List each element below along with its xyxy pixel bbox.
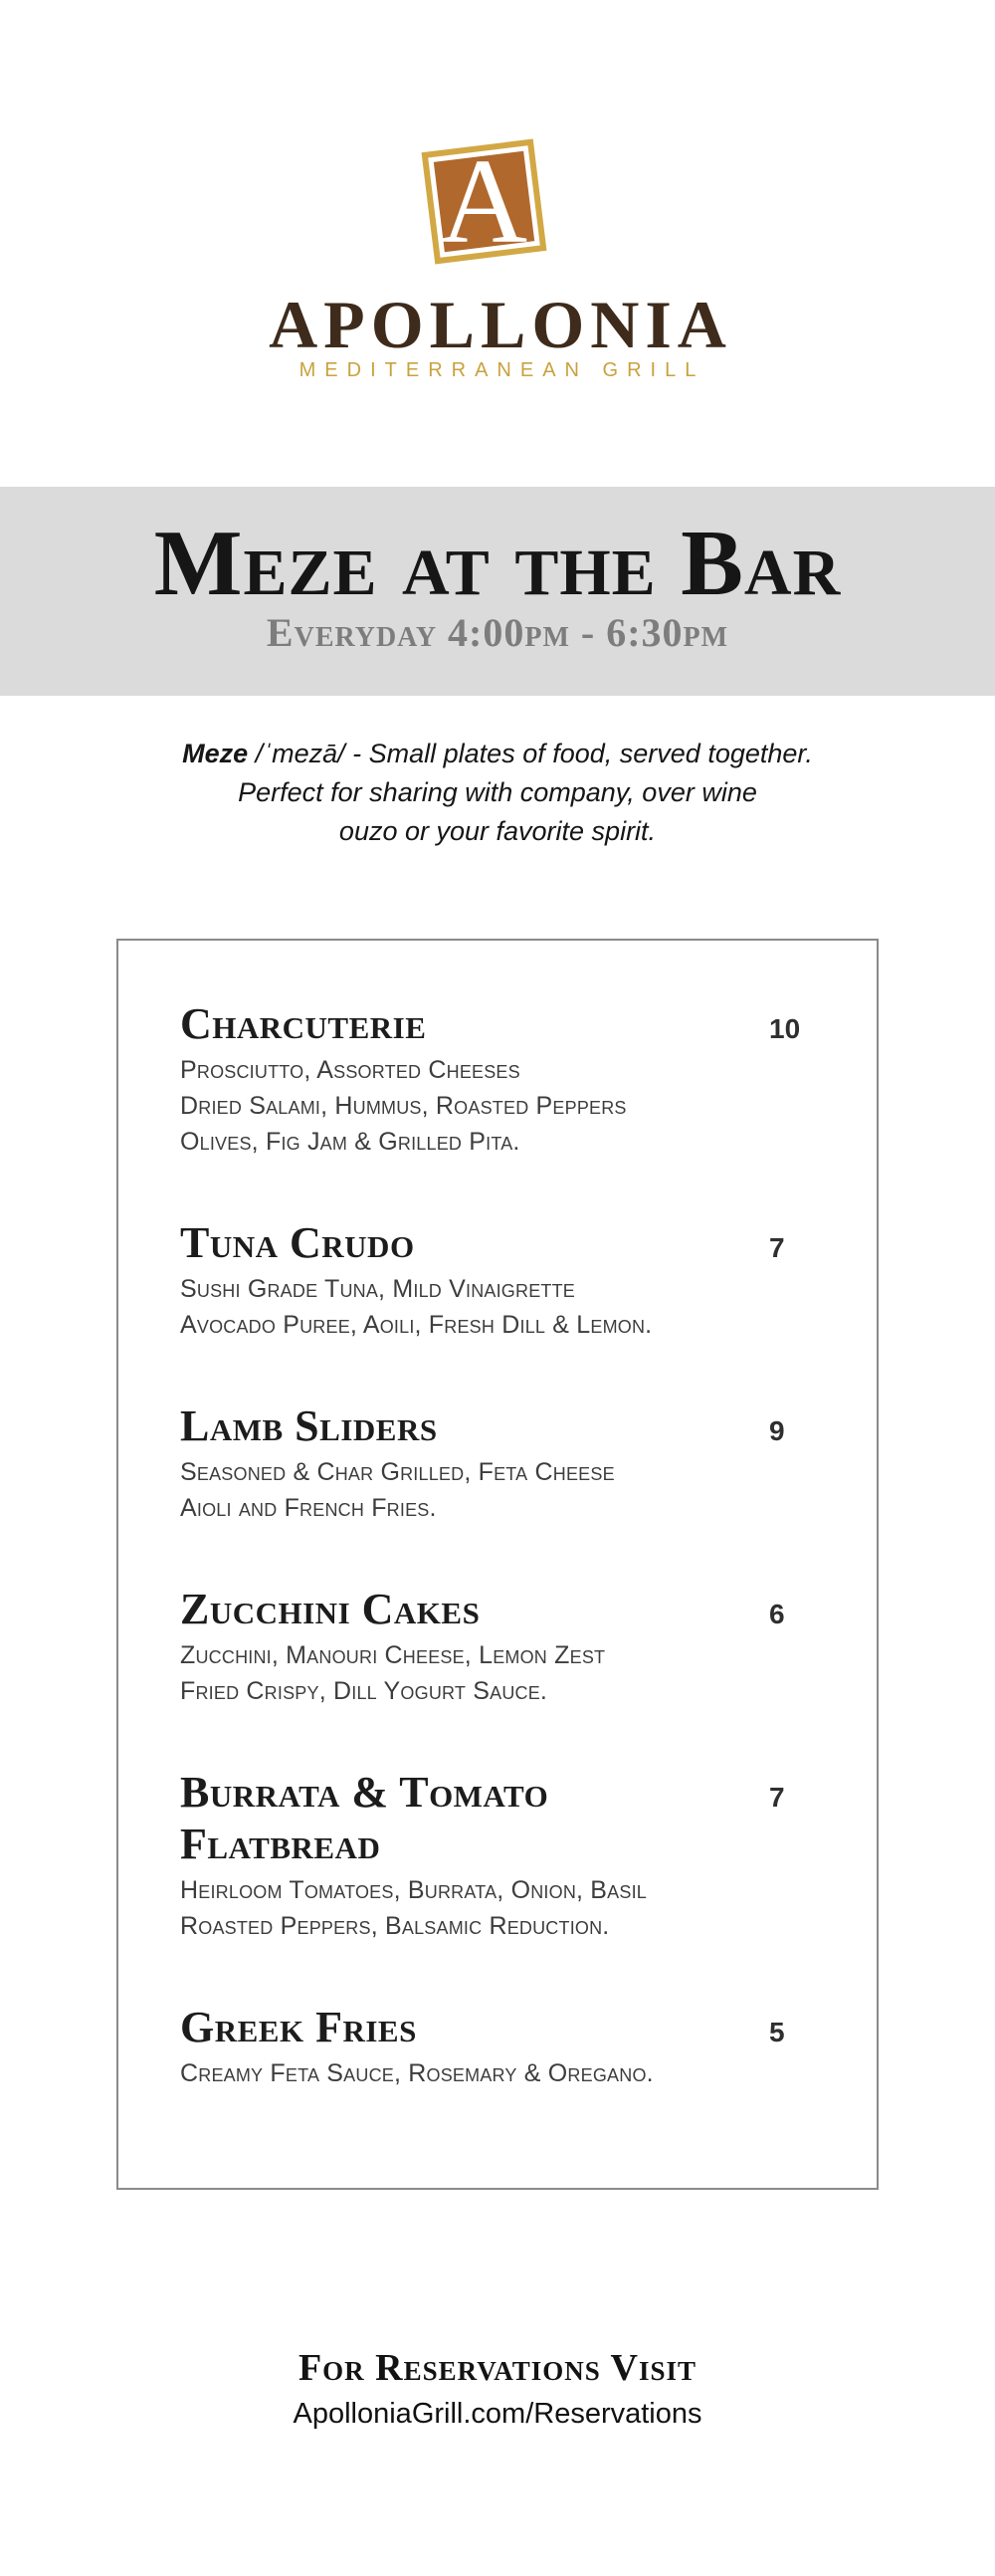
item-description: [180, 1872, 815, 1944]
brand-name: APOLLONIA: [269, 287, 732, 362]
item-price: 5: [769, 2017, 785, 2047]
menu-item-header: [180, 1217, 815, 1269]
reservations-heading: For Reservations Visit: [298, 2347, 697, 2389]
item-desc-line: Seasoned & Char Grilled, Feta Cheese: [180, 1458, 615, 1486]
item-name: Greek Fries: [180, 2003, 417, 2051]
menu-item-header: [180, 1584, 815, 1635]
menu-item: [180, 2002, 815, 2091]
menu-item-header: [180, 1767, 815, 1870]
item-desc-line: Prosciutto, Assorted Cheeses: [180, 1056, 520, 1084]
item-description: [180, 1637, 815, 1709]
menu-box: [116, 939, 879, 2190]
footer: [0, 2346, 995, 2434]
menu-item: [180, 1767, 815, 1944]
definition-line: Perfect for sharing with company, over wine: [238, 777, 757, 807]
item-desc-line: Sushi Grade Tuna, Mild Vinaigrette: [180, 1275, 576, 1303]
item-desc-line: Dried Salami, Hummus, Roasted Peppers: [180, 1092, 627, 1120]
meze-definition: [0, 735, 995, 851]
item-desc-line: Avocado Puree, Aoili, Fresh Dill & Lemon.: [180, 1311, 653, 1339]
item-desc-line: Fried Crispy, Dill Yogurt Sauce.: [180, 1677, 548, 1705]
item-name: Lamb Sliders: [180, 1401, 438, 1450]
item-description: [180, 1271, 815, 1343]
item-price: 6: [769, 1599, 785, 1629]
definition-term: Meze: [182, 739, 249, 768]
reservations-url: ApolloniaGrill.com/Reservations: [293, 2398, 702, 2430]
menu-item: [180, 998, 815, 1160]
item-price: 9: [769, 1415, 785, 1446]
item-name: Tuna Crudo: [180, 1218, 415, 1267]
menu-item: [180, 1217, 815, 1343]
item-price: 7: [769, 1232, 785, 1263]
menu-item-header: [180, 998, 815, 1050]
logo-mark-icon: [422, 133, 547, 269]
item-description: [180, 1454, 815, 1526]
item-name: Charcuterie: [180, 999, 427, 1048]
item-price: 7: [769, 1782, 785, 1813]
item-desc-line: Aioli and French Fries.: [180, 1494, 437, 1522]
item-desc-line: Roasted Peppers, Balsamic Reduction.: [180, 1912, 610, 1940]
menu-item-header: [180, 1400, 815, 1452]
menu-item: [180, 1400, 815, 1526]
item-description: [180, 1052, 815, 1160]
item-desc-line: Creamy Feta Sauce, Rosemary & Oregano.: [180, 2059, 654, 2087]
logo-letter-a: A: [440, 133, 528, 269]
banner-title: Meze at the Bar: [153, 512, 842, 615]
definition-line: [0, 735, 995, 773]
banner-hours: Everyday 4:00pm - 6:30pm: [266, 610, 729, 655]
definition-line: ouzo or your favorite spirit.: [338, 816, 657, 846]
item-desc-line: Zucchini, Manouri Cheese, Lemon Zest: [180, 1641, 606, 1669]
banner: [0, 487, 995, 696]
item-desc-line: Olives, Fig Jam & Grilled Pita.: [180, 1128, 520, 1156]
logo-mark-square: [434, 133, 534, 269]
menu-item-header: [180, 2002, 815, 2053]
brand-tagline: MEDITERRANEAN GRILL: [298, 359, 705, 381]
item-description: [180, 2055, 815, 2091]
definition-text: /ˈmezā/ - Small plates of food, served together.: [248, 739, 813, 768]
menu-item: [180, 1584, 815, 1709]
item-name: Burrata & Tomato Flatbread: [180, 1768, 549, 1868]
item-desc-line: Heirloom Tomatoes, Burrata, Onion, Basil: [180, 1876, 648, 1904]
item-price: 10: [769, 1013, 801, 1044]
item-name: Zucchini Cakes: [180, 1585, 481, 1633]
